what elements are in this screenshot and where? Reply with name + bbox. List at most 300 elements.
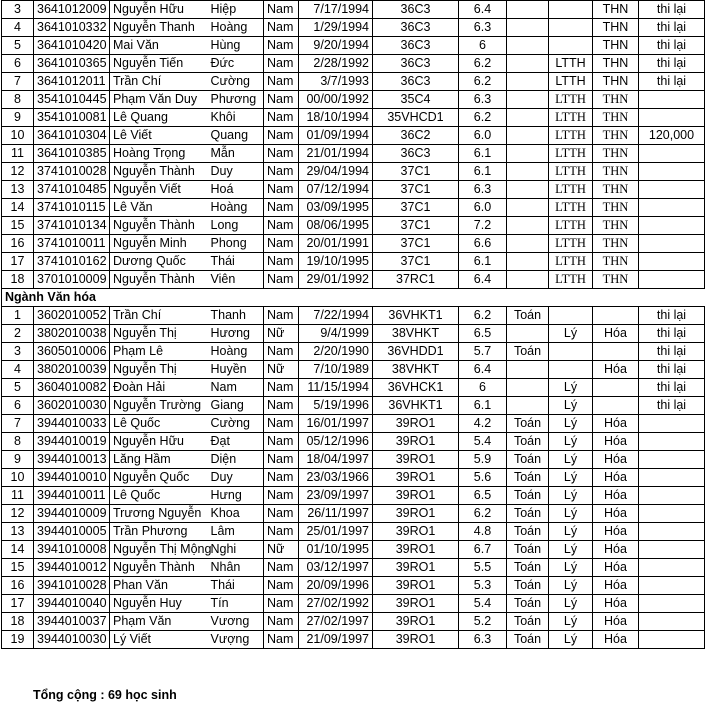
birth-date-cell: 21/01/1994 [299,145,373,163]
subject-3-cell: THN [593,163,639,181]
average-score-cell: 5.6 [459,469,507,487]
last-middle-name-cell: Nguyễn Thị [110,325,208,343]
gender-cell: Nam [264,595,299,613]
class-code-cell: 37C1 [373,235,459,253]
first-name-cell: Giang [208,397,264,415]
student-code-cell: 3944010037 [34,613,110,631]
class-code-cell: 36C3 [373,19,459,37]
note-cell: 120,000 [639,127,705,145]
subject-2-cell: LTTH [549,235,593,253]
average-score-cell: 6.7 [459,541,507,559]
subject-1-cell [507,217,549,235]
row-number-cell: 16 [2,235,34,253]
row-number-cell: 5 [2,37,34,55]
note-cell [639,541,705,559]
subject-1-cell [507,235,549,253]
subject-2-cell [549,37,593,55]
class-code-cell: 36VHDD1 [373,343,459,361]
row-number-cell: 9 [2,451,34,469]
subject-3-cell [593,343,639,361]
student-code-cell: 3741010134 [34,217,110,235]
first-name-cell: Phong [208,235,264,253]
gender-cell: Nam [264,91,299,109]
average-score-cell: 5.7 [459,343,507,361]
note-cell [639,451,705,469]
row-number-cell: 15 [2,217,34,235]
subject-2-cell: LTTH [549,163,593,181]
last-middle-name-cell: Phạm Lê [110,343,208,361]
row-number-cell: 14 [2,541,34,559]
average-score-cell: 6.0 [459,127,507,145]
subject-2-cell: Lý [549,487,593,505]
note-cell: thi lại [639,361,705,379]
class-code-cell: 37C1 [373,163,459,181]
last-middle-name-cell: Nguyễn Thành [110,163,208,181]
row-number-cell: 7 [2,415,34,433]
birth-date-cell: 7/22/1994 [299,307,373,325]
subject-1-cell [507,397,549,415]
subject-2-cell: Lý [549,541,593,559]
student-code-cell: 3741010011 [34,235,110,253]
subject-2-cell: Lý [549,379,593,397]
student-code-cell: 3541010081 [34,109,110,127]
subject-3-cell [593,379,639,397]
subject-1-cell [507,199,549,217]
first-name-cell: Đức [208,55,264,73]
last-middle-name-cell: Trần Chí [110,307,208,325]
student-code-cell: 3944010040 [34,595,110,613]
subject-1-cell [507,325,549,343]
subject-2-cell: Lý [549,469,593,487]
student-code-cell: 3641010365 [34,55,110,73]
table-row [2,1,705,19]
subject-1-cell [507,19,549,37]
table-row [2,343,705,361]
first-name-cell: Lâm [208,523,264,541]
birth-date-cell: 00/00/1992 [299,91,373,109]
table-row [2,19,705,37]
average-score-cell: 5.5 [459,559,507,577]
gender-cell: Nam [264,163,299,181]
subject-3-cell: THN [593,181,639,199]
total-summary: Tổng cộng : 69 học sinh [33,688,177,702]
last-middle-name-cell: Phạm Văn Duy [110,91,208,109]
student-code-cell: 3944010033 [34,415,110,433]
class-code-cell: 38VHKT [373,361,459,379]
class-code-cell: 39RO1 [373,433,459,451]
last-middle-name-cell: Nguyễn Thị Mộng [110,541,208,559]
note-cell: thi lại [639,19,705,37]
last-middle-name-cell: Nguyễn Hữu [110,433,208,451]
subject-1-cell: Toán [507,487,549,505]
row-number-cell: 6 [2,55,34,73]
table-row [2,415,705,433]
first-name-cell: Diện [208,451,264,469]
birth-date-cell: 9/20/1994 [299,37,373,55]
average-score-cell: 6.0 [459,199,507,217]
subject-3-cell: Hóa [593,577,639,595]
first-name-cell: Tín [208,595,264,613]
subject-3-cell: Hóa [593,631,639,649]
student-code-cell: 3944010012 [34,559,110,577]
first-name-cell: Hoàng [208,19,264,37]
table-row [2,541,705,559]
subject-3-cell: Hóa [593,559,639,577]
subject-3-cell: THN [593,109,639,127]
student-code-cell: 3641012011 [34,73,110,91]
class-code-cell: 37C1 [373,217,459,235]
last-middle-name-cell: Đoàn Hải [110,379,208,397]
student-code-cell: 3802010039 [34,361,110,379]
last-middle-name-cell: Nguyễn Trường [110,397,208,415]
first-name-cell: Phương [208,91,264,109]
subject-1-cell [507,127,549,145]
last-middle-name-cell: Nguyễn Huy [110,595,208,613]
student-code-cell: 3802010038 [34,325,110,343]
subject-3-cell: THN [593,199,639,217]
class-code-cell: 37C1 [373,253,459,271]
gender-cell: Nam [264,397,299,415]
last-middle-name-cell: Nguyễn Thị [110,361,208,379]
average-score-cell: 6.2 [459,55,507,73]
subject-3-cell: THN [593,55,639,73]
student-code-cell: 3944010019 [34,433,110,451]
class-code-cell: 39RO1 [373,505,459,523]
average-score-cell: 6.6 [459,235,507,253]
table-row [2,73,705,91]
note-cell: thi lại [639,307,705,325]
subject-1-cell [507,91,549,109]
row-number-cell: 13 [2,523,34,541]
subject-2-cell: LTTH [549,145,593,163]
first-name-cell: Thái [208,577,264,595]
note-cell [639,415,705,433]
note-cell: thi lại [639,1,705,19]
note-cell: thi lại [639,325,705,343]
subject-2-cell: LTTH [549,109,593,127]
table-row [2,559,705,577]
average-score-cell: 6.1 [459,163,507,181]
table-row [2,55,705,73]
note-cell [639,253,705,271]
average-score-cell: 5.4 [459,433,507,451]
first-name-cell: Cường [208,73,264,91]
row-number-cell: 17 [2,595,34,613]
subject-3-cell: Hóa [593,487,639,505]
note-cell [639,631,705,649]
average-score-cell: 6.3 [459,91,507,109]
first-name-cell: Quang [208,127,264,145]
birth-date-cell: 25/01/1997 [299,523,373,541]
note-cell [639,109,705,127]
subject-3-cell: Hóa [593,541,639,559]
subject-1-cell [507,109,549,127]
student-table [1,0,705,649]
class-code-cell: 39RO1 [373,613,459,631]
subject-2-cell: Lý [549,595,593,613]
subject-1-cell: Toán [507,559,549,577]
subject-1-cell [507,379,549,397]
subject-2-cell: Lý [549,451,593,469]
class-code-cell: 39RO1 [373,487,459,505]
section-title: Ngành Văn hóa [2,289,705,307]
subject-2-cell: Lý [549,559,593,577]
birth-date-cell: 16/01/1997 [299,415,373,433]
subject-2-cell [549,361,593,379]
class-code-cell: 37RC1 [373,271,459,289]
first-name-cell: Mẫn [208,145,264,163]
student-code-cell: 3741010028 [34,163,110,181]
subject-3-cell: THN [593,145,639,163]
class-code-cell: 35C4 [373,91,459,109]
class-code-cell: 39RO1 [373,559,459,577]
first-name-cell: Long [208,217,264,235]
subject-1-cell: Toán [507,523,549,541]
table-row [2,595,705,613]
last-middle-name-cell: Nguyễn Tiến [110,55,208,73]
last-middle-name-cell: Lê Quang [110,109,208,127]
average-score-cell: 4.2 [459,415,507,433]
birth-date-cell: 2/20/1990 [299,343,373,361]
subject-1-cell [507,271,549,289]
birth-date-cell: 5/19/1996 [299,397,373,415]
subject-3-cell [593,307,639,325]
row-number-cell: 14 [2,199,34,217]
row-number-cell: 4 [2,19,34,37]
subject-2-cell: Lý [549,505,593,523]
last-middle-name-cell: Phạm Văn [110,613,208,631]
subject-3-cell [593,397,639,415]
birth-date-cell: 03/12/1997 [299,559,373,577]
birth-date-cell: 01/10/1995 [299,541,373,559]
class-code-cell: 36C3 [373,37,459,55]
student-code-cell: 3944010013 [34,451,110,469]
class-code-cell: 39RO1 [373,415,459,433]
average-score-cell: 6.2 [459,109,507,127]
subject-2-cell: Lý [549,397,593,415]
table-row [2,379,705,397]
gender-cell: Nam [264,73,299,91]
average-score-cell: 6 [459,37,507,55]
average-score-cell: 6.3 [459,631,507,649]
average-score-cell: 6.5 [459,487,507,505]
note-cell [639,595,705,613]
gender-cell: Nam [264,613,299,631]
average-score-cell: 5.4 [459,595,507,613]
student-code-cell: 3941010028 [34,577,110,595]
class-code-cell: 36C3 [373,1,459,19]
class-code-cell: 35VHCD1 [373,109,459,127]
note-cell: thi lại [639,343,705,361]
row-number-cell: 8 [2,433,34,451]
average-score-cell: 6.1 [459,145,507,163]
note-cell [639,91,705,109]
subject-1-cell [507,145,549,163]
class-code-cell: 36C3 [373,145,459,163]
subject-1-cell: Toán [507,631,549,649]
table-row [2,469,705,487]
subject-1-cell: Toán [507,451,549,469]
subject-3-cell: THN [593,37,639,55]
gender-cell: Nữ [264,325,299,343]
subject-3-cell: Hóa [593,433,639,451]
subject-2-cell: Lý [549,631,593,649]
subject-3-cell: Hóa [593,325,639,343]
row-number-cell: 3 [2,1,34,19]
subject-2-cell: LTTH [549,127,593,145]
note-cell: thi lại [639,55,705,73]
subject-1-cell: Toán [507,541,549,559]
subject-1-cell [507,181,549,199]
first-name-cell: Duy [208,469,264,487]
first-name-cell: Vương [208,613,264,631]
student-code-cell: 3641010420 [34,37,110,55]
table-row [2,217,705,235]
note-cell [639,469,705,487]
gender-cell: Nam [264,433,299,451]
row-number-cell: 9 [2,109,34,127]
class-code-cell: 37C1 [373,199,459,217]
table-row [2,199,705,217]
birth-date-cell: 19/10/1995 [299,253,373,271]
table-row [2,487,705,505]
note-cell [639,523,705,541]
row-number-cell: 6 [2,397,34,415]
note-cell [639,613,705,631]
average-score-cell: 6.2 [459,505,507,523]
last-middle-name-cell: Trương Nguyễn [110,505,208,523]
average-score-cell: 5.3 [459,577,507,595]
row-number-cell: 18 [2,271,34,289]
last-middle-name-cell: Nguyễn Thành [110,271,208,289]
table-row [2,271,705,289]
first-name-cell: Hoàng [208,199,264,217]
last-middle-name-cell: Trần Phương [110,523,208,541]
subject-1-cell: Toán [507,577,549,595]
table-row [2,127,705,145]
row-number-cell: 5 [2,379,34,397]
birth-date-cell: 18/10/1994 [299,109,373,127]
row-number-cell: 15 [2,559,34,577]
gender-cell: Nam [264,307,299,325]
subject-1-cell: Toán [507,613,549,631]
subject-2-cell: Lý [549,325,593,343]
last-middle-name-cell: Nguyễn Minh [110,235,208,253]
table-row [2,505,705,523]
gender-cell: Nam [264,199,299,217]
average-score-cell: 6.2 [459,73,507,91]
last-middle-name-cell: Nguyễn Viết [110,181,208,199]
subject-2-cell: LTTH [549,181,593,199]
row-number-cell: 8 [2,91,34,109]
birth-date-cell: 21/09/1997 [299,631,373,649]
note-cell: thi lại [639,73,705,91]
subject-1-cell [507,361,549,379]
last-middle-name-cell: Hoàng Trọng [110,145,208,163]
last-middle-name-cell: Lăng Hầm [110,451,208,469]
subject-2-cell: LTTH [549,199,593,217]
subject-2-cell [549,307,593,325]
row-number-cell: 16 [2,577,34,595]
student-code-cell: 3944010010 [34,469,110,487]
class-code-cell: 37C1 [373,181,459,199]
table-row [2,523,705,541]
gender-cell: Nam [264,271,299,289]
subject-1-cell: Toán [507,343,549,361]
row-number-cell: 10 [2,127,34,145]
gender-cell: Nam [264,217,299,235]
student-code-cell: 3541010445 [34,91,110,109]
table-row [2,163,705,181]
subject-2-cell: Lý [549,433,593,451]
student-code-cell: 3941010008 [34,541,110,559]
note-cell [639,163,705,181]
table-row [2,307,705,325]
last-middle-name-cell: Nguyễn Thành [110,217,208,235]
birth-date-cell: 27/02/1997 [299,613,373,631]
first-name-cell: Duy [208,163,264,181]
table-row [2,577,705,595]
gender-cell: Nam [264,343,299,361]
subject-1-cell: Toán [507,307,549,325]
table-row [2,631,705,649]
subject-1-cell: Toán [507,415,549,433]
subject-1-cell [507,163,549,181]
first-name-cell: Cường [208,415,264,433]
subject-2-cell [549,19,593,37]
birth-date-cell: 20/09/1996 [299,577,373,595]
subject-2-cell: Lý [549,577,593,595]
class-code-cell: 36VHKT1 [373,397,459,415]
average-score-cell: 5.9 [459,451,507,469]
birth-date-cell: 20/01/1991 [299,235,373,253]
subject-3-cell: THN [593,91,639,109]
birth-date-cell: 11/15/1994 [299,379,373,397]
birth-date-cell: 7/10/1989 [299,361,373,379]
gender-cell: Nam [264,19,299,37]
gender-cell: Nam [264,487,299,505]
row-number-cell: 13 [2,181,34,199]
first-name-cell: Nghi [208,541,264,559]
average-score-cell: 6.4 [459,361,507,379]
birth-date-cell: 03/09/1995 [299,199,373,217]
subject-2-cell: LTTH [549,253,593,271]
student-code-cell: 3641012009 [34,1,110,19]
row-number-cell: 7 [2,73,34,91]
birth-date-cell: 08/06/1995 [299,217,373,235]
birth-date-cell: 29/04/1994 [299,163,373,181]
note-cell [639,145,705,163]
note-cell [639,199,705,217]
average-score-cell: 6.4 [459,271,507,289]
subject-2-cell: LTTH [549,91,593,109]
row-number-cell: 11 [2,145,34,163]
table-row [2,109,705,127]
gender-cell: Nữ [264,541,299,559]
average-score-cell: 6.4 [459,1,507,19]
note-cell [639,181,705,199]
subject-3-cell: THN [593,19,639,37]
birth-date-cell: 26/11/1997 [299,505,373,523]
first-name-cell: Đạt [208,433,264,451]
class-code-cell: 36VHCK1 [373,379,459,397]
birth-date-cell: 05/12/1996 [299,433,373,451]
last-middle-name-cell: Lê Quốc [110,415,208,433]
average-score-cell: 6.3 [459,181,507,199]
note-cell: thi lại [639,397,705,415]
class-code-cell: 39RO1 [373,541,459,559]
birth-date-cell: 27/02/1992 [299,595,373,613]
